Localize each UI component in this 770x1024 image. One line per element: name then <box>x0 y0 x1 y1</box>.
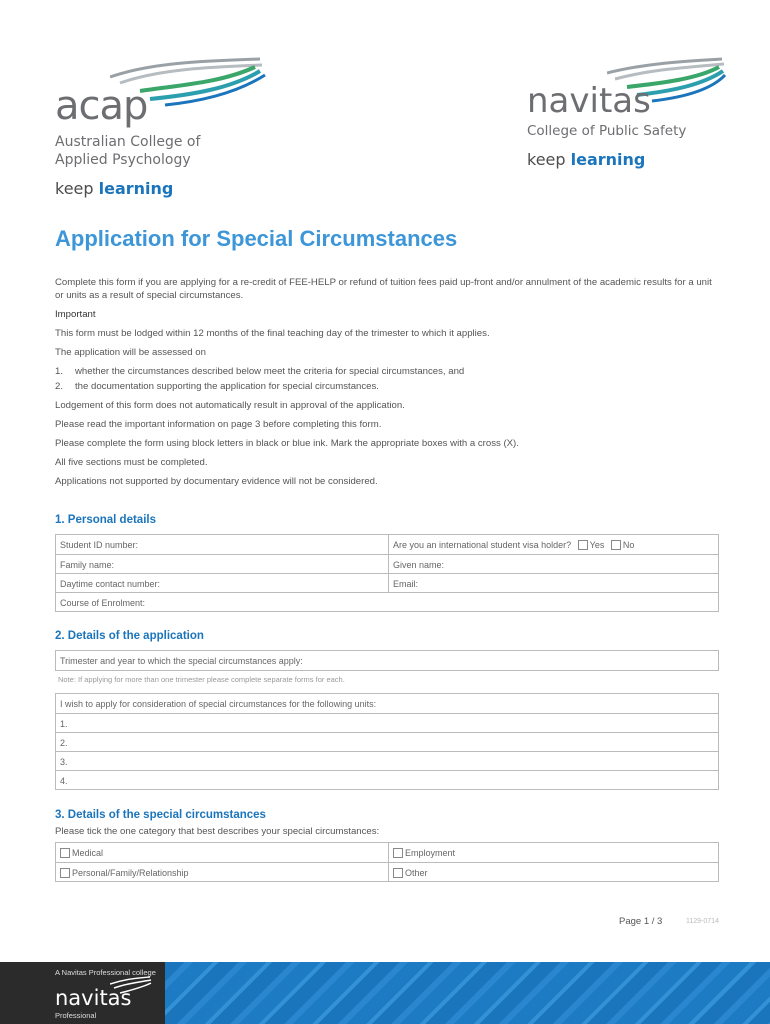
navitas-tagline <box>527 150 645 169</box>
tagline-keep: keep <box>527 150 566 169</box>
acap-name-line2: Applied Psychology <box>55 152 191 168</box>
intro-text <box>55 277 720 495</box>
table-row <box>56 770 718 789</box>
intro-p1: Complete this form if you are applying for a re-credit of FEE-HELP or refund of tuition fees paid up-front and/or annulment of the academic results for a unit or units as a result of special circumstances. <box>55 277 712 301</box>
option-label: Medical <box>72 848 104 858</box>
table-row <box>56 651 718 670</box>
table-row <box>56 535 718 554</box>
section2-heading: 2. Details of the application <box>55 630 204 642</box>
list-item <box>55 381 720 394</box>
list-number: 2. <box>55 381 64 392</box>
units-label: I wish to apply for consideration of special circumstances for the following units: <box>60 699 377 709</box>
tagline-keep: keep <box>55 179 94 198</box>
visa-no-checkbox[interactable] <box>611 540 621 550</box>
option-label: Other <box>405 868 428 878</box>
visa-holder-field <box>388 535 718 554</box>
unit-field-4[interactable]: 4. <box>60 776 68 786</box>
visa-no-label: No <box>622 540 635 550</box>
page-number: Page 1 / 3 <box>619 916 663 927</box>
list-text: the documentation supporting the application for special circumstances. <box>75 381 379 392</box>
important-label: Important <box>55 308 96 320</box>
navitas-wordmark: navitas <box>527 81 651 121</box>
tagline-learning: learning <box>98 179 174 198</box>
email-field[interactable]: Email: <box>388 574 718 592</box>
intro-p7: All five sections must be completed. <box>55 457 208 468</box>
section3-instruction: Please tick the one category that best describes your special circumstances: <box>55 826 380 837</box>
family-name-field[interactable]: Family name: <box>60 560 115 570</box>
option-employment[interactable] <box>388 843 718 862</box>
table-row <box>56 554 718 573</box>
tagline-learning: learning <box>570 150 646 169</box>
visa-yes-checkbox[interactable] <box>578 540 588 550</box>
option-medical[interactable] <box>56 843 388 862</box>
section1-heading: 1. Personal details <box>55 514 156 526</box>
units-table <box>55 693 719 790</box>
trimester-note: Note: If applying for more than one trimester please complete separate forms for each. <box>58 675 345 684</box>
table-row <box>56 862 718 881</box>
table-row <box>56 751 718 770</box>
student-id-field[interactable]: Student ID number: <box>60 540 139 550</box>
table-row <box>56 573 718 592</box>
intro-p5: Please read the important information on page 3 before completing this form. <box>55 419 382 430</box>
footer-brand <box>0 962 165 1024</box>
table-row <box>56 713 718 732</box>
option-personal[interactable] <box>56 863 388 881</box>
list-number: 1. <box>55 365 64 377</box>
section3-heading: 3. Details of the special circumstances <box>55 809 266 821</box>
page-title: Application for Special Circumstances <box>55 226 458 251</box>
option-label: Personal/Family/Relationship <box>72 868 189 878</box>
course-field[interactable]: Course of Enrolment: <box>60 598 146 608</box>
phone-field[interactable]: Daytime contact number: <box>60 579 161 589</box>
personal-details-table <box>55 534 719 612</box>
unit-field-3[interactable]: 3. <box>60 757 68 767</box>
form-code: 1129-0714 <box>686 918 719 925</box>
footer-pattern <box>165 962 770 1024</box>
acap-name <box>55 133 255 169</box>
table-row <box>56 592 718 611</box>
list-text: whether the circumstances described below meet the criteria for special circumstances, and <box>75 365 465 377</box>
intro-p8: Applications not supported by documentary evidence will not be considered. <box>55 476 378 487</box>
trimester-table <box>55 650 719 671</box>
unit-field-2[interactable]: 2. <box>60 738 68 748</box>
other-checkbox[interactable] <box>393 868 403 878</box>
footer-tagline: A Navitas Professional college <box>55 968 156 977</box>
acap-name-line1: Australian College of <box>55 134 201 150</box>
employment-checkbox[interactable] <box>393 848 403 858</box>
criteria-list <box>55 366 720 394</box>
personal-checkbox[interactable] <box>60 868 70 878</box>
given-name-field[interactable]: Given name: <box>388 555 718 573</box>
table-row <box>56 694 718 713</box>
acap-wordmark: acap <box>55 83 148 129</box>
list-item <box>55 366 720 379</box>
intro-p6: Please complete the form using block letters in black or blue ink. Mark the appropriate boxes with a cross (X). <box>55 438 519 449</box>
intro-p3: The application will be assessed on <box>55 346 206 358</box>
visa-question: Are you an international student visa holder? <box>393 540 572 550</box>
option-label: Employment <box>405 848 456 858</box>
intro-p4: Lodgement of this form does not automatically result in approval of the application. <box>55 400 405 411</box>
footer-wordmark: navitas <box>55 986 132 1010</box>
visa-yes-label: Yes <box>589 540 605 550</box>
navitas-subtitle: College of Public Safety <box>527 123 687 139</box>
table-row <box>56 732 718 751</box>
circumstances-table <box>55 842 719 882</box>
table-row <box>56 843 718 862</box>
acap-tagline <box>55 179 173 198</box>
footer-professional: Professional <box>55 1011 97 1020</box>
option-other[interactable] <box>388 863 718 881</box>
intro-p2: This form must be lodged within 12 months of the final teaching day of the trimester to which it applies. <box>55 327 490 339</box>
unit-field-1[interactable]: 1. <box>60 719 68 729</box>
medical-checkbox[interactable] <box>60 848 70 858</box>
trimester-field[interactable]: Trimester and year to which the special circumstances apply: <box>60 656 303 666</box>
